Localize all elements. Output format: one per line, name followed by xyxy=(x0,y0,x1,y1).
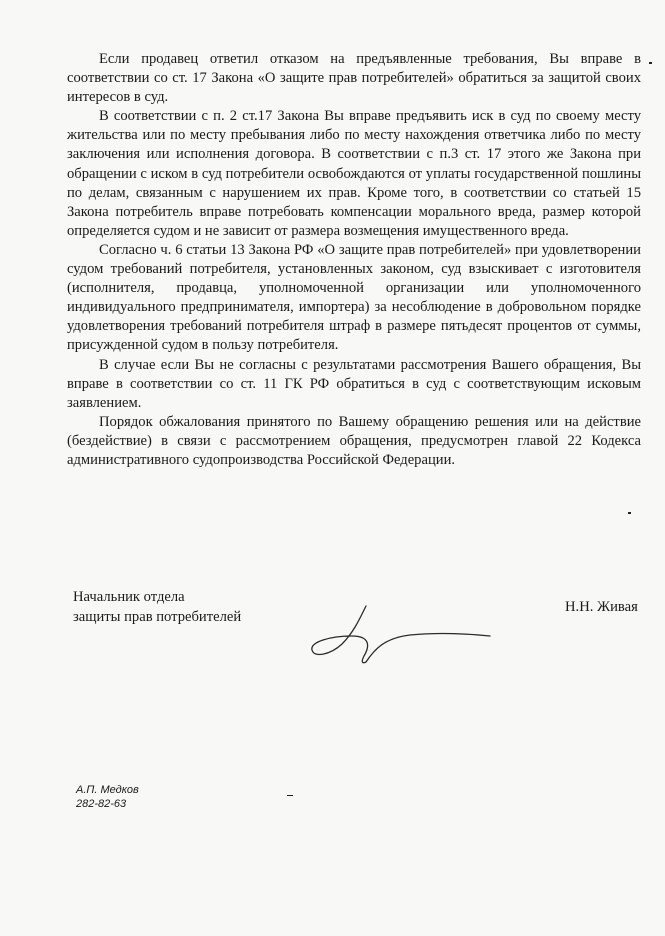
signer-position-line2: защиты прав потребителей xyxy=(73,608,242,625)
executor-info xyxy=(76,784,139,811)
executor-name: А.П. Медков xyxy=(76,784,139,796)
scan-speck xyxy=(628,512,631,514)
signer-position xyxy=(73,588,241,627)
paragraph-refusal: Если продавец ответил отказом на предъявленные требования, Вы вправе в соответствии со ст. 17 Закона «О защите прав потребителей» обратиться за защитой своих интересов в суд. xyxy=(67,51,641,106)
paragraph-penalty: Согласно ч. 6 статьи 13 Закона РФ «О защите прав потребителей» при удовлетворении судом требований потребителя, установленных законом, суд взыскивает с изготовителя (исполнителя, продавца, уполномоченной организации или уполномоченного индивидуального предпринимателя, импортера) за несоблюдение в добровольном порядке удовлетворения требований потребителя штраф в размере пятьдесят процентов от суммы, присужденной судом в пользу потребителя. xyxy=(67,241,641,354)
letter-body xyxy=(67,50,641,470)
scan-speck xyxy=(287,795,293,796)
scan-speck xyxy=(649,62,652,64)
signer-position-line1: Начальник отдела xyxy=(73,589,185,605)
paragraph-appeal: Порядок обжалования принятого по Вашему обращению решения или на действие (бездействие) в связи с рассмотрением обращения, предусмотрен главой 22 Кодекса административного судопроизводства Российской Федерации. xyxy=(67,413,641,468)
paragraph-disagreement: В случае если Вы не согласны с результатами рассмотрения Вашего обращения, Вы вправе в соответствии со ст. 11 ГК РФ обратиться в суд с соответствующим исковым заявлением. xyxy=(67,356,641,411)
executor-phone: 282-82-63 xyxy=(76,797,127,810)
paragraph-jurisdiction: В соответствии с п. 2 ст.17 Закона Вы вправе предъявить иск в суд по своему месту жительства или по месту пребывания либо по месту нахождения ответчика либо по месту заключения или исполнения договора. В соответствии с п.3 ст. 17 этого же Закона при обращении с иском в суд потребители освобождаются от уплаты государственной пошлины по делам, связанным с нарушением их прав. Кроме того, в соответствии со статьей 15 Закона потребитель вправе потребовать компенсации морального вреда, размер которой определяется судом и не зависит от размера возмещения имущественного вреда. xyxy=(67,108,641,239)
handwritten-signature xyxy=(300,600,500,670)
signer-name: Н.Н. Живая xyxy=(565,599,638,615)
